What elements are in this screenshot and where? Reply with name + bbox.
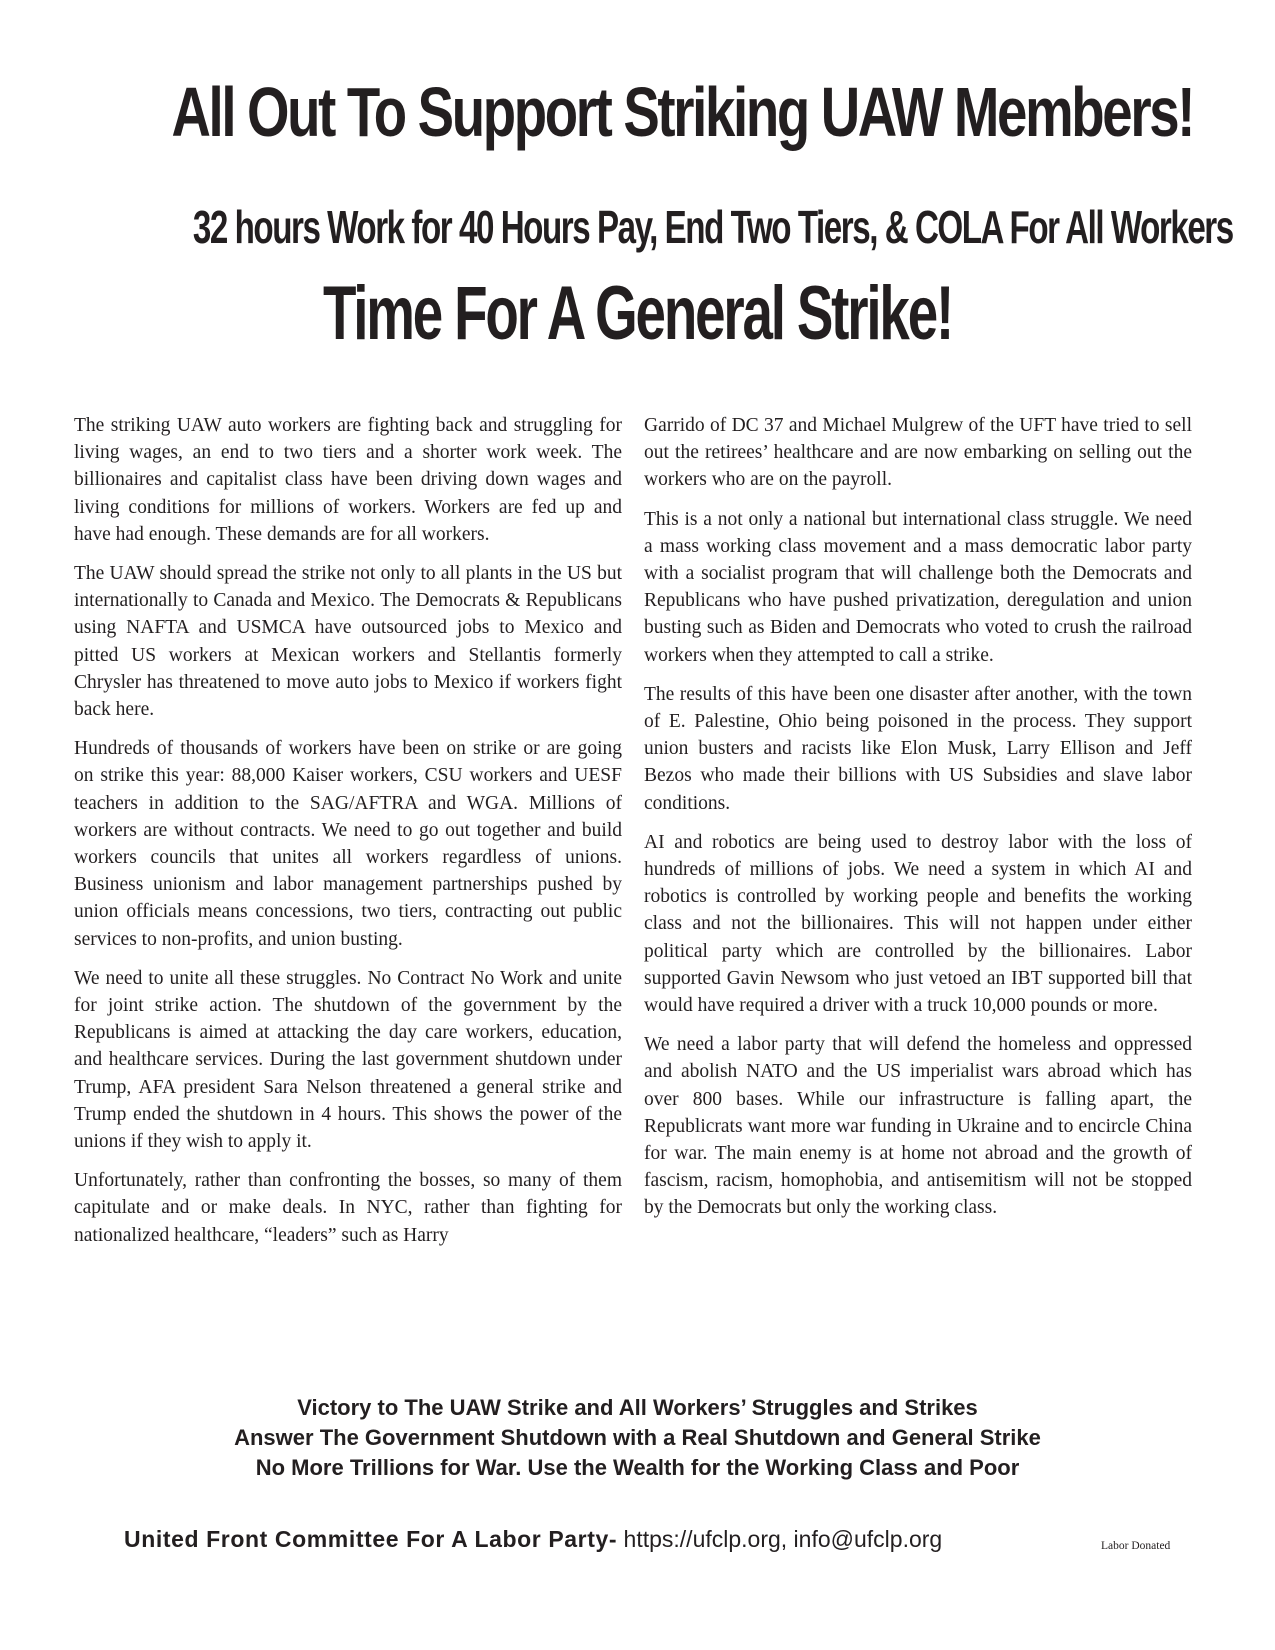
slogan-line: Victory to The UAW Strike and All Workers’ Struggles and Strikes — [297, 1395, 978, 1420]
paragraph: The striking UAW auto workers are fighting back and struggling for living wages, an end to two tiers and a shorter work week. The billionaires and capitalist class have been driving down wages and living conditions for millions of workers. Workers are fed up and have had enough. These demands are for all workers. — [74, 415, 622, 545]
paragraph: We need a labor party that will defend the homeless and oppressed and abolish NATO and the US imperialist wars abroad which has over 800 bases. While our infrastructure is falling apart, the Republicrats want more war funding in Ukraine and to encircle China for war. The main enemy is at home not abroad and the growth of fascism, racism, homophobia, and antisemitism will not be stopped by the Democrats but only the working class. — [644, 1034, 1192, 1219]
left-column — [74, 412, 622, 1261]
paragraph: Unfortunately, rather than confronting the bosses, so many of them capitulate and or make deals. In NYC, rather than fighting for nationalized healthcare, “leaders” such as Harry — [74, 1170, 622, 1246]
general-strike-call: Time For A General Strike! — [322, 271, 953, 356]
contact-info: https://ufclp.org, info@ufclp.org — [617, 1526, 943, 1552]
footer — [124, 1524, 942, 1554]
paragraph: We need to unite all these struggles. No Contract No Work and unite for joint strike action. The shutdown of the government by the Republicans is aimed at attacking the day care workers, education, and healthcare services. During the last government shutdown under Trump, AFA president Sara Nelson threatened a general strike and Trump ended the shutdown in 4 hours. This shows the power of the unions if they wish to apply it. — [74, 967, 622, 1153]
paragraph: The UAW should spread the strike not only to all plants in the US but internationally to Canada and Mexico. The Democrats & Republicans using NAFTA and USMCA have outsourced jobs to Mexico and pitted US workers at Mexican workers and Stellantis formerly Chrysler has threatened to move auto jobs to Mexico if workers fight back here. — [74, 563, 622, 721]
paragraph: This is a not only a national but international class struggle. We need a mass working class movement and a mass democratic labor party with a socialist program that will challenge both the Democrats and Republicans who have pushed privatization, deregulation and union busting such as Biden and Democrats who voted to crush the railroad workers when they attempted to call a strike. — [644, 508, 1192, 666]
subheadline: 32 hours Work for 40 Hours Pay, End Two Tiers, & COLA For All Workers — [192, 201, 1233, 253]
organization-name: United Front Committee For A Labor Party- — [124, 1526, 618, 1552]
right-column — [644, 412, 1192, 1234]
slogan-line: Answer The Government Shutdown with a Real Shutdown and General Strike — [234, 1425, 1041, 1450]
paragraph: AI and robotics are being used to destroy labor with the loss of hundreds of millions of jobs. We need a system in which AI and robotics is controlled by working people and benefits the working class and not the billionaires. This will not happen under either political party which are controlled by the billionaires. Labor supported Gavin Newsom who just vetoed an IBT supported bill that would have required a driver with a truck 10,000 pounds or more. — [644, 831, 1192, 1017]
headline: All Out To Support Striking UAW Members! — [171, 73, 1194, 151]
paragraph: Garrido of DC 37 and Michael Mulgrew of the UFT have tried to sell out the retirees’ healthcare and are now embarking on selling out the workers who are on the payroll. — [644, 415, 1192, 491]
paragraph: Hundreds of thousands of workers have been on strike or are going on strike this year: 88,000 Kaiser workers, CSU workers and UESF teachers in addition to the SAG/AFTRA and WGA. Millions of workers are without contracts. We need to go out together and build workers councils that unites all workers regardless of unions. Business unionism and labor management partnerships pushed by union officials means concessions, two tiers, contracting out public services to non-profits, and union busting. — [74, 738, 622, 950]
slogans — [60, 1393, 1215, 1483]
slogan-line: No More Trillions for War. Use the Wealth for the Working Class and Poor — [255, 1455, 1020, 1480]
paragraph: The results of this have been one disaster after another, with the town of E. Palestine, Ohio being poisoned in the process. They support union busters and racists like Elon Musk, Larry Ellison and Jeff Bezos who made their billions with US Subsidies and slave labor conditions. — [644, 683, 1192, 814]
labor-donated-note: Labor Donated — [1101, 1540, 1171, 1552]
